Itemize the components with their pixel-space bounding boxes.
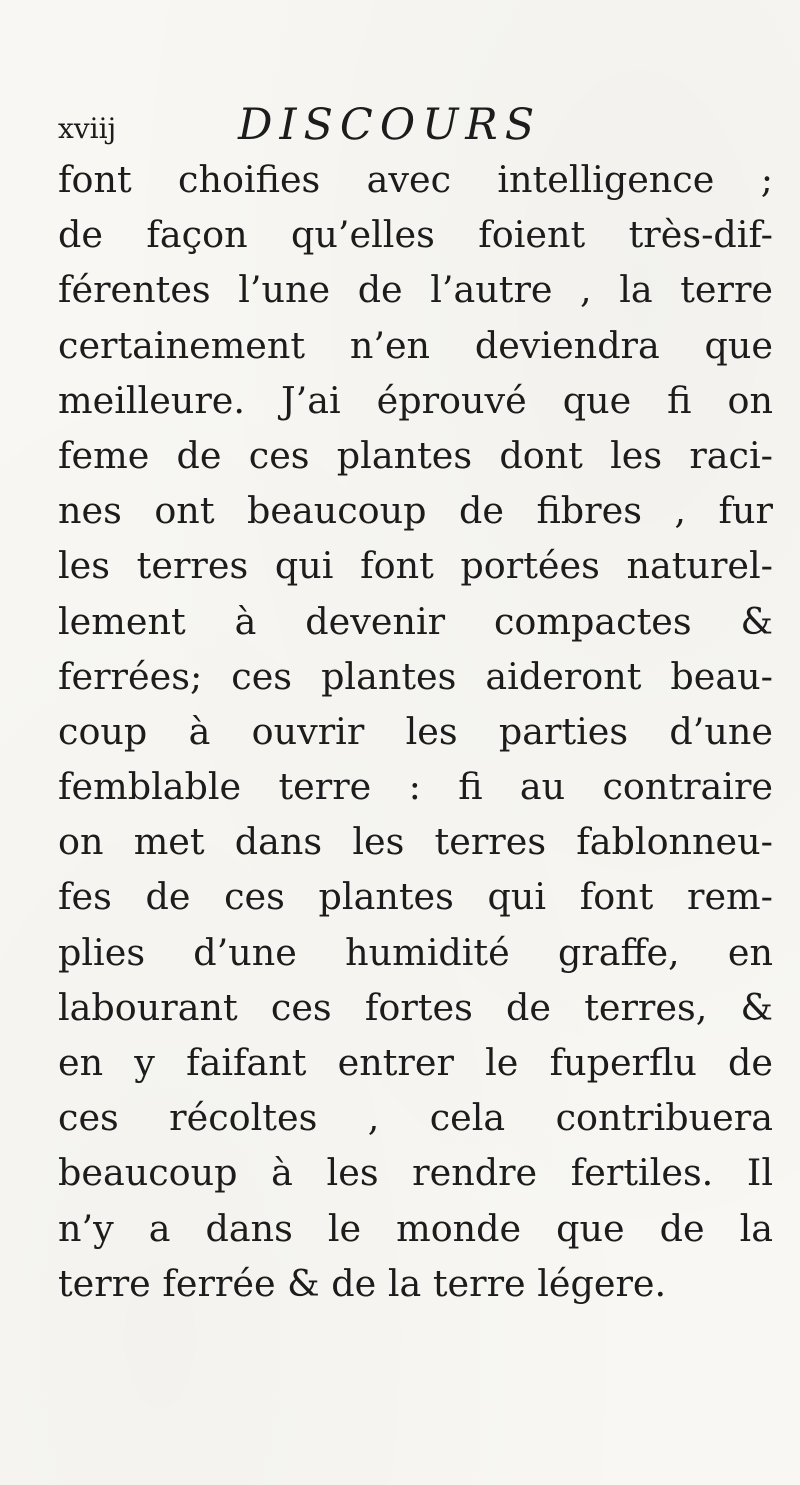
text-line: on met dans les terres fablonneu- <box>58 820 773 864</box>
text-line: terre ferrée & de la terre légere. <box>58 1261 667 1305</box>
text-line: plies d’une humidité graffe, en <box>58 930 773 974</box>
text-line: ferrées; ces plantes aideront beau- <box>58 654 773 698</box>
text-line: fes de ces plantes qui font rem- <box>58 875 773 919</box>
text-line: nes ont beaucoup de fibres , fur <box>58 489 773 533</box>
text-line: en y faifant entrer le fuperflu de <box>58 1041 773 1084</box>
body-text <box>58 152 773 1311</box>
text-line: lement à devenir compactes & <box>58 599 773 643</box>
text-line: de façon qu’elles foient très-dif- <box>58 213 773 257</box>
text-line: beaucoup à les rendre fertiles. Il <box>58 1151 773 1195</box>
text-line: les terres qui font portées naturel- <box>58 544 773 588</box>
text-line: feme de ces plantes dont les raci- <box>58 433 773 477</box>
text-line: labourant ces fortes de terres, & <box>58 985 773 1029</box>
text-line: certainement n’en deviendra que <box>58 323 773 367</box>
text-line: coup à ouvrir les parties d’une <box>58 709 773 753</box>
text-line: ces récoltes , cela contribuera <box>58 1096 773 1140</box>
running-title: DISCOURS <box>238 100 542 150</box>
text-line: n’y a dans le monde que de la <box>58 1206 773 1250</box>
text-line: font choifies avec intelligence ; <box>58 158 773 201</box>
text-line: férentes l’une de l’autre , la terre <box>58 268 773 312</box>
text-line: femblable terre : fi au contraire <box>58 765 773 809</box>
page-number: xviij <box>58 112 117 145</box>
text-line: meilleure. J’ai éprouvé que fi on <box>58 378 773 422</box>
page-header <box>58 96 758 152</box>
